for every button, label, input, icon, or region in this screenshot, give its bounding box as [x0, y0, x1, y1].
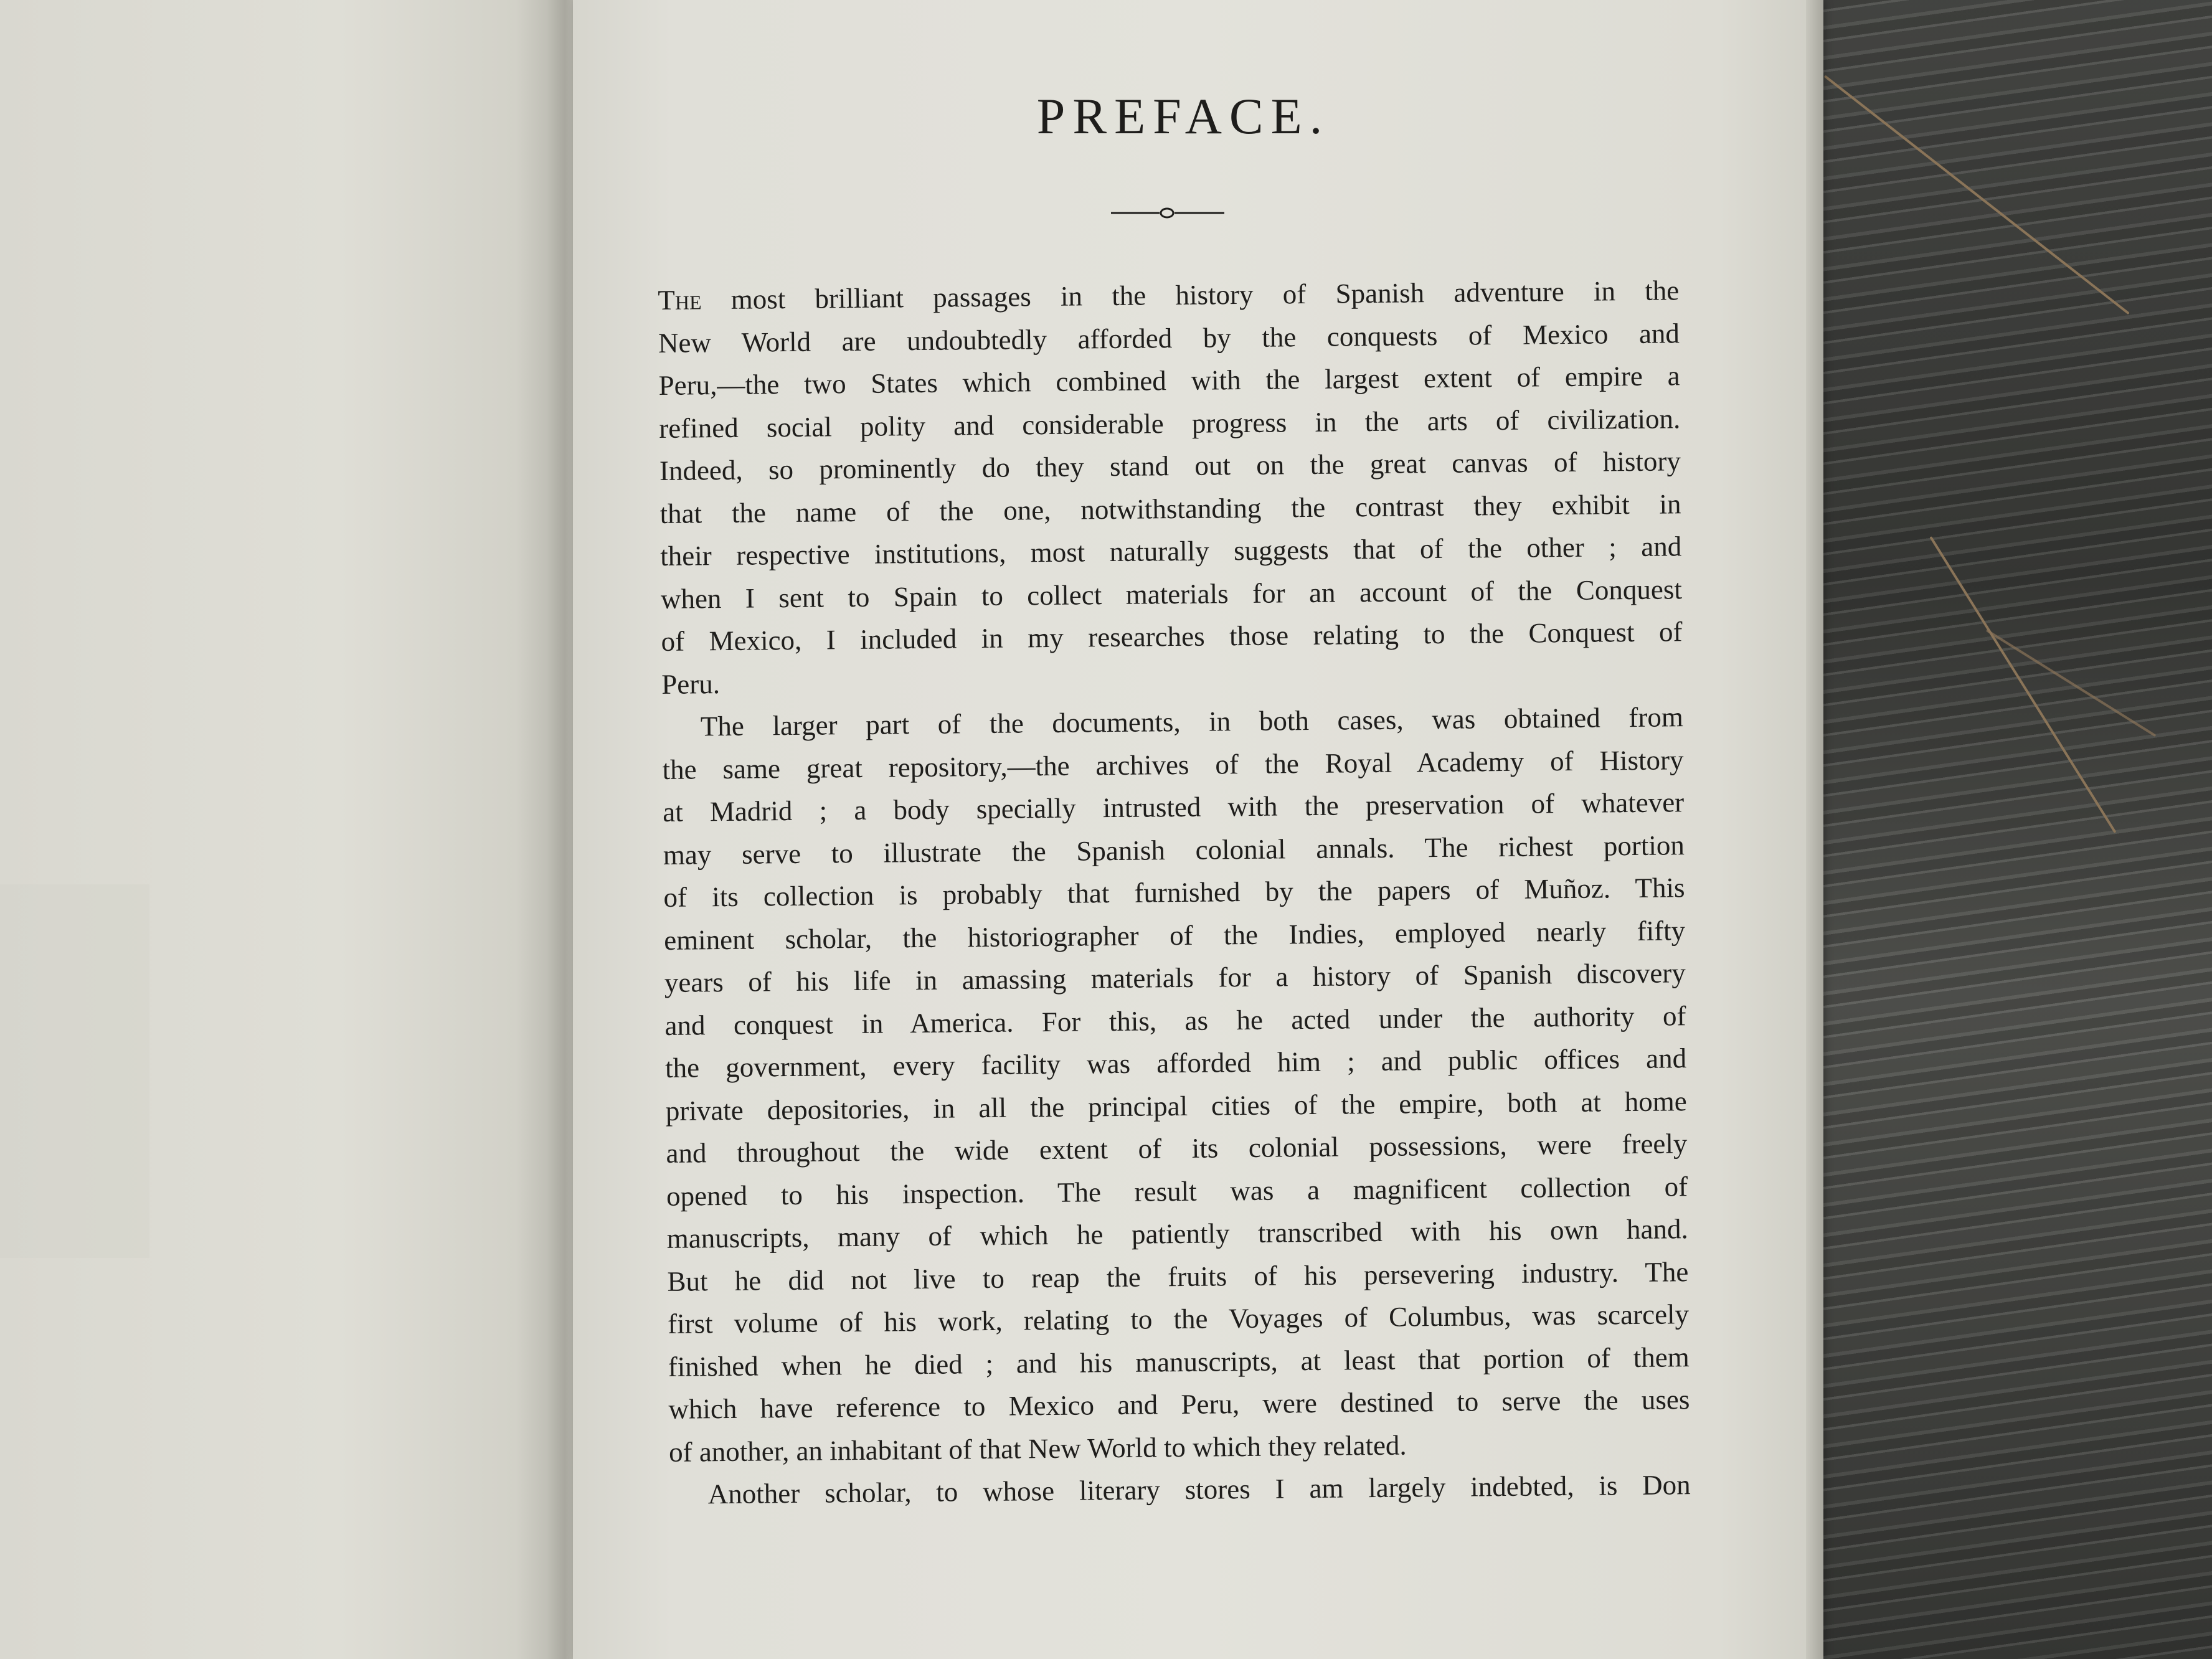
text-line: eminent scholar, the historiographer of the Indies, employed nearly fifty — [663, 914, 1686, 956]
text-line: opened to his inspection. The result was a magnificent collection of — [666, 1170, 1688, 1212]
text-line: The larger part of the documents, in both cases, was obtained from — [700, 701, 1684, 742]
page-title: PREFACE. — [1036, 88, 1330, 144]
title-ornament — [1108, 201, 1227, 225]
text-line: their respective institutions, most naturally suggests that of the other ; and — [660, 531, 1682, 572]
preface-text — [658, 269, 1691, 1516]
left-page — [0, 0, 560, 1659]
text-line: that the name of the one, notwithstanding the contrast they exhibit in — [659, 488, 1681, 529]
text-line: the government, every facility was afforded him ; and public offices and — [664, 1042, 1687, 1084]
text-line: at Madrid ; a body specially intrusted with the preservation of whatever — [662, 787, 1685, 828]
text-line: of its collection is probably that furnished by the papers of Muñoz. This — [663, 872, 1685, 913]
text-line: and throughout the wide extent of its colonial possessions, were freely — [666, 1128, 1688, 1169]
text-line: when I sent to Spain to collect materials for an account of the Conquest — [660, 573, 1683, 615]
text-line: years of his life in amassing materials for a history of Spanish discovery — [664, 957, 1686, 998]
text-line: But he did not live to reap the fruits of his persevering industry. The — [667, 1255, 1689, 1297]
page-edge — [1806, 0, 1823, 1659]
text-line: may serve to illustrate the Spanish colonial annals. The richest portion — [663, 829, 1685, 871]
text-line: and conquest in America. For this, as he acted under the authority of — [664, 1000, 1686, 1041]
wood-background — [1794, 0, 2212, 1659]
text-line: which have reference to Mexico and Peru, were destined to serve the uses — [668, 1384, 1690, 1425]
text-line-content: most brilliant passages in the history of Spanish adventure in the — [701, 275, 1680, 316]
text-line: the same great repository,—the archives of the Royal Academy of History — [662, 744, 1684, 785]
text-line: finished when he died ; and his manuscripts, at least that portion of them — [668, 1341, 1690, 1382]
text-line: New World are undoubtedly afforded by the conquests of Mexico and — [658, 317, 1680, 359]
text-line: of another, an inhabitant of that New World to which they related. — [668, 1429, 1407, 1468]
text-line: Another scholar, to whose literary stores I am largely indebted, is Don — [707, 1469, 1691, 1510]
text-line: Peru. — [661, 668, 721, 700]
text-line: Peru,—the two States which combined with the largest extent of empire a — [658, 360, 1680, 401]
text-line: refined social polity and considerable progress in the arts of civilization. — [659, 402, 1681, 444]
text-line: of Mexico, I included in my researches those relating to the Conquest of — [661, 616, 1683, 657]
text-line: Indeed, so prominently do they stand out on the great canvas of history — [659, 445, 1681, 486]
drop-lead-word: The — [658, 284, 702, 316]
text-line: private depositories, in all the principal cities of the empire, both at home — [665, 1085, 1687, 1127]
page-shading — [0, 884, 149, 1258]
text-line: first volume of his work, relating to the Voyages of Columbus, was scarcely — [667, 1298, 1690, 1340]
text-line: manuscripts, many of which he patiently transcribed with his own hand. — [666, 1213, 1688, 1254]
